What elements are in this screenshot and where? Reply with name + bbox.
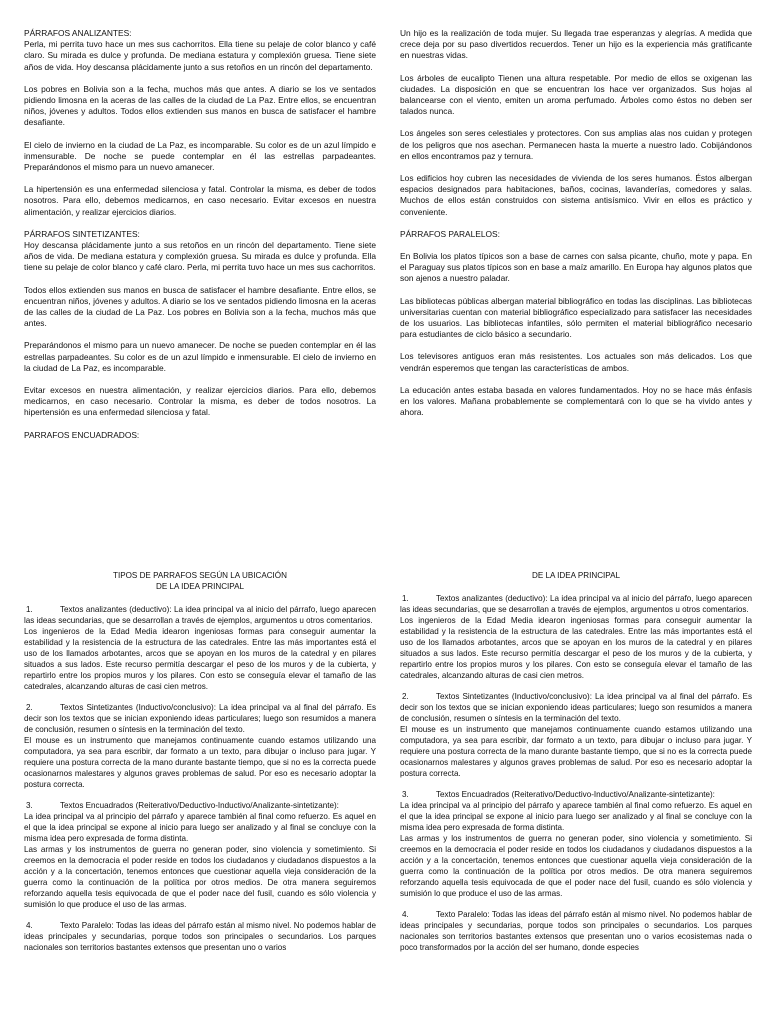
definition-text: Textos Encuadrados (Reiterativo/Deductivo-Inductivo/Analizante-sintetizante): <box>436 790 715 799</box>
paragraph: Perla, mi perrita tuvo hace un mes sus cachorritos. Ella tiene su pelaje de color blanco y café claro. Su mirada es dulce y profunda. De mediana estatura y complexión gruesa. Tiene siete años de vida. Hoy descansa plácidamente junto a sus retoños en un rincón del departamento. <box>24 39 376 72</box>
definition-text: Textos analizantes (deductivo): La idea principal va al inicio del párrafo, luego aparecen las ideas secundarias, que se desarrollan a través de ejemplos, argumentos u otros comentarios. <box>24 605 376 625</box>
item-number: 2. <box>402 692 409 701</box>
heading-sintetizantes: PÁRRAFOS SINTETIZANTES: <box>24 228 140 239</box>
list-item <box>400 593 752 681</box>
item-definition <box>24 702 376 735</box>
item-example: Los ingenieros de la Edad Media idearon ingeniosas formas para conseguir aumentar la estabilidad y la resistencia de la estructura de las catedrales. Entre las más importantes está el uso de los llamados arbotantes, arcos que se apoyan en los muros de la catedral y en pilares situados a sus lados. Este recurso permitía descargar el peso de los muros y de la cubierta, y repartirlo entre los propios muros y los pilares. Con esto se conseguía elevar el tamaño de las catedrales, alcanzando alturas de casi cien metros. <box>24 627 376 691</box>
item-example: Los ingenieros de la Edad Media idearon ingeniosas formas para conseguir aumentar la estabilidad y la resistencia de la estructura de las catedrales. Entre las más importantes está el uso de los llamados arbotantes, arcos que se apoyan en los muros de la catedral y en pilares situados a sus lados. Este recurso permitía descargar el peso de los muros y de la cubierta, y repartirlo entre los propios muros y los pilares. Con esto se conseguía elevar el tamaño de las catedrales, alcanzando alturas de casi cien metros. <box>400 616 752 680</box>
item-definition <box>400 789 752 800</box>
bottom-right-column <box>400 570 752 963</box>
list-item <box>400 909 752 953</box>
paragraph: En Bolivia los platos típicos son a base de carnes con salsa picante, chuño, mote y papa. En el Paraguay sus platos típicos son en base a maíz amarillo. En Europa hay algunos platos que son ajenos a nuestro paladar. <box>400 251 752 284</box>
definition-text: Textos analizantes (deductivo): La idea principal va al inicio del párrafo, luego aparecen las ideas secundarias, que se desarrollan a través de ejemplos, argumentos u otros comentarios. <box>400 594 752 614</box>
definition-text: Textos Sintetizantes (Inductivo/conclusivo): La idea principal va al final del párrafo. Es decir son los textos que se inician exponiendo ideas particulares; luego son resumidos a manera de conclusión, resumen o síntesis en la terminación del texto. <box>400 692 752 723</box>
item-definition <box>400 593 752 615</box>
section-title <box>400 570 752 581</box>
paragraph: Los pobres en Bolivia son a la fecha, muchos más que antes. A diario se los ve sentados pidiendo limosna en la aceras de las calles de la ciudad de La Paz. Entre ellos, se encuentran niños, jóvenes y adultos. Todos ellos extienden sus manos en busca de satisfacer el hambre desafiante. <box>24 83 376 128</box>
paragraph: La educación antes estaba basada en valores fundamentados. Hoy no se hace más énfasis en los valores. Mañana probablemente se complementará con lo que se ha vivido antes y ahora. <box>400 384 752 418</box>
item-example: El mouse es un instrumento que manejamos continuamente cuando estamos utilizando una computadora, ya sea para escribir, dar formato a un texto, para dibujar o incluso para jugar. Y requiere una postura correcta de la mano durante bastante tiempo, que si no es la correcta puede ocasionarnos malestares y algunos graves problemas de salud. Por eso es necesario adoptar la postura correcta. <box>24 736 376 789</box>
paragraph: Evitar excesos en nuestra alimentación, y realizar ejercicios diarios. Para ello, debemos medicarnos, en caso necesario. Controlar la misma, es deber de todos nosotros. La hipertensión es una enfermedad silenciosa y fatal. <box>24 385 376 418</box>
paragraph: Todos ellos extienden sus manos en busca de satisfacer el hambre desafiante. Entre ellos, se encuentran niños, jóvenes y adultos. A diario se los ve sentados pidiendo limosna en la aceras de las calles de la ciudad de La Paz. Los pobres en Bolivia son a la fecha, muchos más que antes. <box>24 284 376 329</box>
paragraph: Preparándonos el mismo para un nuevo amanecer. De noche se pueden contemplar en él las estrellas parpadeantes. Su color es de un azul límpido e inmensurable. El cielo de invierno en la ciudad de La Paz, es incomparable. <box>24 340 376 373</box>
item-number: 4. <box>26 921 33 930</box>
item-number: 4. <box>402 910 409 919</box>
heading-paralelos: PÁRRAFOS PARALELOS: <box>400 228 500 239</box>
definition-text: Textos Encuadrados (Reiterativo/Deductivo-Inductivo/Analizante-sintetizante): <box>60 801 339 810</box>
paragraph: Los televisores antiguos eran más resistentes. Los actuales son más delicados. Los que vendrán esperemos que tengan las características de ambos. <box>400 351 752 373</box>
definition-text: Texto Paralelo: Todas las ideas del párrafo están al mismo nivel. No podemos hablar de ideas principales y secundarias, porque todos son principales o secundarios. Los parques nacionales son territorios bastantes extensos que presentan uno o varios ecosistemas nada o poco transformados por la acción del ser humano, donde especies <box>400 910 752 952</box>
paragraph: Los ángeles son seres celestiales y protectores. Con sus amplias alas nos cuidan y protegen de los peligros que nos asechan. Permanecen hasta la muerte a nuestro lado. Cobijándonos en ellos encontramos paz y ternura. <box>400 128 752 161</box>
heading-encuadrados: PARRAFOS ENCUADRADOS: <box>24 429 140 440</box>
item-detail: La idea principal va al principio del párrafo y aparece también al final como refuerzo. Es aquel en el que la idea principal se expone al inicio para luego ser analizado y al final se concluye con la misma idea pero expresada de forma distinta. <box>400 801 752 832</box>
heading-analizantes: PÁRRAFOS ANALIZANTES: <box>24 28 132 38</box>
paragraph: Los edificios hoy cubren las necesidades de vivienda de los seres humanos. Éstos albergan espacios designados para habitaciones, baños, cocinas, lavanderías, comedores y salas. Muchos de ellos están construidos con sistema antisísmico. Vivir en ellos es práctico y conveniente. <box>400 173 752 217</box>
paragraph: Los árboles de eucalipto Tienen una altura respetable. Por medio de ellos se oxigenan las ciudades. La disposición en que se encuentran los hace ver organizados. Sus hojas al balancearse con el viento, emiten un aroma perfumado. Árboles como éstos no deben ser talados nunca. <box>400 72 752 117</box>
item-number: 3. <box>26 801 33 810</box>
item-detail: La idea principal va al principio del párrafo y aparece también al final como refuerzo. Es aquel en el que la idea principal se expone al inicio para luego ser analizado y al final se concluye con la misma idea pero expresada de forma distinta. <box>24 812 376 843</box>
item-definition <box>24 800 376 811</box>
title-line: DE LA IDEA PRINCIPAL <box>531 571 620 580</box>
item-definition <box>24 920 376 953</box>
definition-text: Textos Sintetizantes (Inductivo/conclusivo): La idea principal va al final del párrafo. Es decir son los textos que se inician exponiendo ideas particulares; luego son resumidos a manera de conclusión, resumen o síntesis en la terminación del texto. <box>24 703 376 734</box>
bottom-left-column <box>24 570 376 963</box>
list-item <box>24 920 376 953</box>
definition-text: Texto Paralelo: Todas las ideas del párrafo están al mismo nivel. No podemos hablar de ideas principales y secundarias, porque todos son principales o secundarios. Los parques nacionales son territorios bastantes extensos que presentan uno o varios <box>24 921 376 952</box>
section-title <box>24 570 376 592</box>
title-line: DE LA IDEA PRINCIPAL <box>155 582 244 591</box>
item-number: 1. <box>26 605 33 614</box>
paragraph: Las bibliotecas públicas albergan material bibliográfico en todas las disciplinas. Las bibliotecas universitarias cuentan con material bibliográfico especializado para satisfacer las necesidades de los usuarios. Las bibliotecas infantiles, sólo permiten el material bibliográfico necesario para estudiantes de ciclo básico a secundario. <box>400 295 752 340</box>
top-left-column <box>24 28 376 452</box>
paragraph: La hipertensión es una enfermedad silenciosa y fatal. Controlar la misma, es deber de todos nosotros. Para ello, debemos medicarnos, en caso necesario. Evitar excesos en nuestra alimentación, y realizar ejercicios diarios. <box>24 184 376 217</box>
list-item <box>400 691 752 779</box>
title-line: TIPOS DE PARRAFOS SEGÚN LA UBICACIÓN <box>113 571 287 580</box>
item-example: El mouse es un instrumento que manejamos continuamente cuando estamos utilizando una computadora, ya sea para escribir, dar formato a un texto, para dibujar o incluso para jugar. Y requiere una postura correcta de la mano durante bastante tiempo, que si no es la correcta puede ocasionarnos malestares y algunos graves problemas de salud. Por eso es necesario adoptar la postura correcta. <box>400 725 752 778</box>
paragraph: Hoy descansa plácidamente junto a sus retoños en un rincón del departamento. Tiene siete años de vida. De mediana estatura y complexión gruesa. Su mirada es dulce y profunda. Ella tiene su pelaje de color blanco y café claro. Perla, mi perrita tuvo hace un mes sus cachorritos. <box>24 240 376 273</box>
paragraph: Un hijo es la realización de toda mujer. Su llegada trae esperanzas y alegrías. A medida que crece deja por su paso divertidos recuerdos. Tener un hijo es la experiencia más gratificante en nuestras vidas. <box>400 28 752 61</box>
item-example: Las armas y los instrumentos de guerra no generan poder, sino violencia y sometimiento. Si creemos en la democracia el poder reside en todos los ciudadanos y ciudadanos dispuestos a la acción y a la concertación, tenemos entonces que cuestionar aquella vieja consideración de la guerra como la continuación de la política por otros medios. De otra manera seguiremos reforzando aquella tesis equivocada de que el poder nace del fusil, cuando es sólo violencia y sumisión lo que produce el uso de las armas. <box>400 834 752 898</box>
item-number: 3. <box>402 790 409 799</box>
list-item <box>24 702 376 790</box>
paragraph: El cielo de invierno en la ciudad de La Paz, es incomparable. Su color es de un azul límpido e inmensurable. De noche se puede contemplar en él las estrellas parpadeantes. Preparándonos el mismo para un nuevo amanecer. <box>24 139 376 173</box>
item-number: 2. <box>26 703 33 712</box>
list-item <box>400 789 752 899</box>
item-definition <box>400 909 752 953</box>
item-number: 1. <box>402 594 409 603</box>
list-item <box>24 604 376 692</box>
item-definition <box>400 691 752 724</box>
item-example: Las armas y los instrumentos de guerra no generan poder, sino violencia y sometimiento. Si creemos en la democracia el poder reside en todos los ciudadanos y ciudadanos dispuestos a la acción y a la concertación, tenemos entonces que cuestionar aquella vieja consideración de la guerra como la continuación de la política por otros medios. De otra manera seguiremos reforzando aquella tesis equivocada de que el poder nace del fusil, cuando es sólo violencia y sumisión lo que produce el uso de las armas. <box>24 845 376 909</box>
item-definition <box>24 604 376 626</box>
top-right-column <box>400 28 752 429</box>
list-item <box>24 800 376 910</box>
